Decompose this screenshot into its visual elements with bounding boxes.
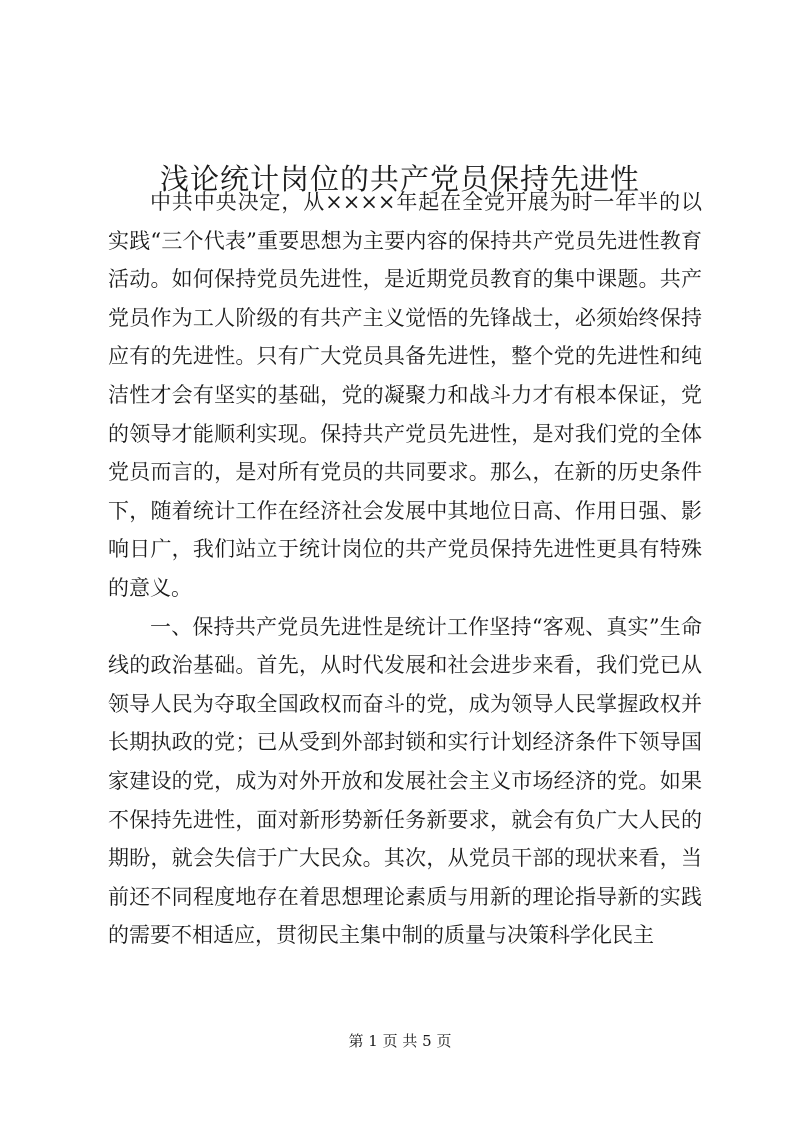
paragraph-section-one: 一、保持共产党员先进性是统计工作坚持“客观、真实”生命线的政治基础。首先，从时代发展和社会进步来看，我们党已从领导人民为夺取全国政权而奋斗的党，成为领导人民掌握政权并长期执政的党；已从受到外部封锁和实行计划经济条件下领导国家建设的党，成为对外开放和发展社会主义市场经济的党。如果不保持先进性，面对新形势新任务新要求，就会有负广大人民的期盼，就会失信于广大民众。其次，从党员干部的现状来看，当前还不同程度地存在着思想理论素质与用新的理论指导新的实践的需要不相适应，贯彻民主集中制的质量与决策科学化民主 [108, 614, 702, 948]
document-body [108, 183, 702, 955]
paragraph-intro: 中共中央决定，从××××年起在全党开展为时一年半的以实践“三个代表”重要思想为主要内容的保持共产党员先进性教育活动。如何保持党员先进性，是近期党员教育的集中课题。共产党员作为工人阶级的有共产主义觉悟的先锋战士，必须始终保持应有的先进性。只有广大党员具备先进性，整个党的先进性和纯洁性才会有坚实的基础，党的凝聚力和战斗力才有根本保证，党的领导才能顺利实现。保持共产党员先进性，是对我们党的全体党员而言的，是对所有党员的共同要求。那么，在新的历史条件下，随着统计工作在经济社会发展中其地位日高、作用日强、影响日广，我们站立于统计岗位的共产党员保持先进性更具有特殊的意义。 [108, 190, 702, 600]
document-title: 浅论统计岗位的共产党员保持先进性 [159, 162, 640, 197]
page-footer: 第 1 页 共 5 页 [348, 1032, 452, 1050]
